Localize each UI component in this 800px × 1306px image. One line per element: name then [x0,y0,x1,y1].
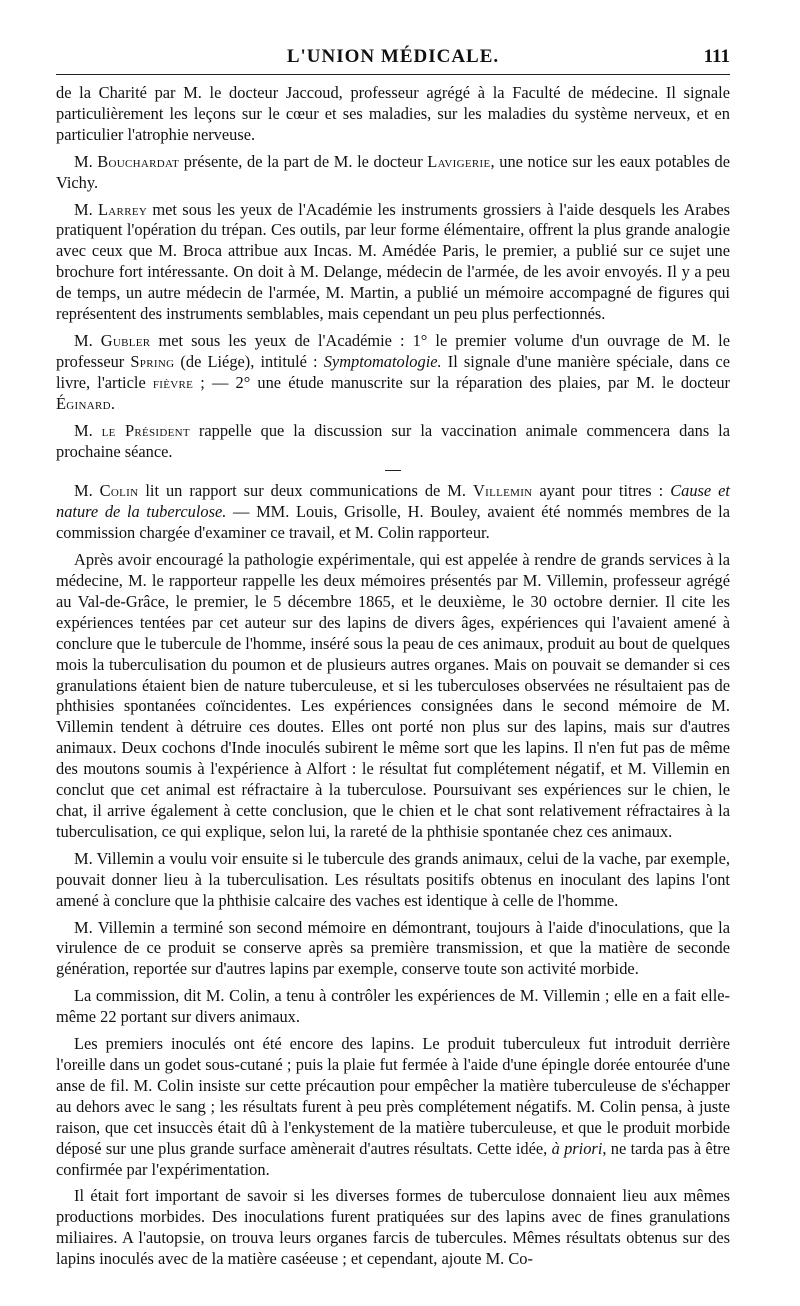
paragraph [56,331,730,415]
running-header [56,44,730,75]
text-run: M. [74,420,102,440]
text-run: Après avoir encouragé la pathologie expérimentale, qui est appelée à rendre de grands services à la médecine, M. le rapporteur rappelle les deux mémoires présentés par M. Villemin, professeur agrégé au Val-de-Grâce, le premier, le 5 décembre 1865, et le deuxième, le 30 octobre dernier. Il cite les expériences tentées par cet auteur sur des lapins de divers âges, expériences qui l'avaient amené à conclure que le tubercule de l'homme, inséré sous la peau de ces animaux, produit au bout de quelques mois la tuberculisation du poumon et de plusieurs autres organes. Mais on pouvait se demander si ces granulations étaient bien de nature tuberculeuse, et si les tuberculoses observées ne résultaient pas de phthisies spontanées coïncidentes. Les expériences consignées dans le second mémoire de M. Villemin tendent à détruire ces doutes. Elles ont porté non plus sur des lapins, mais sur d'autres animaux. Deux cochons d'Inde inoculés subirent le même sort que les lapins. Il n'en fut pas de même des moutons soumis à l'expérience à Alfort : le résultat fut complétement négatif, et M. Villemin en conclut que cet animal est réfractaire à la tuberculose. Poursuivant ses expériences sur le chien, le chat, il arrive également à cette conclusion, que le chien et le chat sont relativement réfractaires à la tuberculisation, ce qui explique, selon lui, la rareté de la phthisie spontanée chez ces animaux. [56,550,730,841]
text-run: Les premiers inoculés ont été encore des lapins. Le produit tuberculeux fut introduit derrière l'oreille dans un godet sous-cutané ; puis la plaie fut fermée à l'aide d'une épingle dorée entourée d'une anse de fil. M. Colin insiste sur cette précaution pour empêcher la matière tuberculeuse de s'échapper au dehors avec le sang ; les résultats furent à peu près complétement négatifs. M. Colin pensa, à juste raison, que cet insuccès était dû à l'enkystement de la matière tuberculeuse, et que le produit morbide déposé sur une plus grande surface amènerait d'autres résultats. Cette idée, [56,1034,730,1158]
text-run: M. [74,330,101,350]
paragraph [56,152,730,194]
text-run: (de Liége), intitulé : [174,351,324,371]
section-separator [385,470,401,471]
small-caps-name: Spring [130,351,175,371]
text-run: M. Villemin a voulu voir ensuite si le tubercule des grands animaux, celui de la vache, par exemple, pouvait donner lieu à la tuberculisation. Les résultats positifs obtenus en inoculant des lapins l'ont amené à conclure que la phthisie calcaire des vaches est identique à celle de l'homme. [56,848,730,910]
page-number: 111 [703,46,730,67]
text-run: M. [74,199,98,219]
text-run: ayant pour titres : [532,481,671,501]
paragraph [56,918,730,981]
paragraph [56,849,730,912]
text-run: La commission, dit M. Colin, a tenu à contrôler les expériences de M. Villemin ; elle en a fait elle-même 22 portant sur divers animaux. [56,986,730,1027]
body-text [56,83,730,1270]
text-run: M. Villemin a terminé son second mémoire en démontrant, toujours à l'aide d'inoculations, que la virulence de ce produit se conserve après sa première transmission, et que la matière de seconde génération, reportée sur d'autres lapins par exemple, conserve toute son activité morbide. [56,917,730,979]
text-run: met sous les yeux de l'Académie : 1° le premier volume d'un ouvrage de M. le professeur [56,330,730,371]
text-run: , une notice sur les eaux potables de Vichy. [56,151,730,192]
italic-text: à priori [551,1138,603,1158]
text-run: ; — 2° une étude manuscrite sur la réparation des plaies, par M. le docteur [193,372,731,392]
small-caps-name: Larrey [98,199,148,219]
small-caps-name: Lavigerie [427,151,491,171]
text-run: M. [74,481,100,501]
paragraph [56,481,730,544]
paragraph [56,1186,730,1270]
text-run: de la Charité par M. le docteur Jaccoud, professeur agrégé à la Faculté de médecine. Il signale particulièrement les leçons sur le cœur et ses maladies, sur les maladies du système nerveux, et en particulier l'atrophie nerveuse. [56,83,730,144]
small-caps-name: Villemin [472,481,533,501]
text-run: rappelle que la discussion sur la vaccination animale commencera dans la prochaine séance. [56,420,730,461]
running-title: L'UNION MÉDICALE. [286,46,500,67]
italic-text: Symptomatologie. [323,351,442,371]
text-run: lit un rapport sur deux communications de M. [138,481,473,501]
text-run: présente, de la part de M. le docteur [179,151,428,171]
paragraph [56,83,730,146]
text-run: Il signale d'une manière spéciale, dans ce livre, l'article [56,351,730,392]
text-run: M. [74,151,98,171]
small-caps-name: Colin [99,481,139,501]
text-run: , ne tarda pas à être confirmée par l'expérimentation. [56,1138,730,1179]
small-caps-name: Bouchardat [97,151,180,171]
text-run: Il était fort important de savoir si les diverses formes de tuberculose donnaient lieu aux mêmes productions morbides. Des inoculations furent pratiquées sur des lapins avec de fines granulations miliaires. A l'autopsie, on trouva leurs organes farcis de tubercules. Mêmes résultats obtenus sur des lapins inoculés avec de la matière caséeuse ; et cependant, ajoute M. Co- [56,1186,730,1269]
text-run: — MM. Louis, Grisolle, H. Bouley, avaient été nommés membres de la commission chargée d'examiner ce travail, et M. Colin rapporteur. [56,502,730,543]
paragraph [56,200,730,325]
paragraph [56,986,730,1028]
small-caps-name: fièvre [152,372,194,392]
italic-text: Cause et nature de la tuberculose. [56,481,730,522]
small-caps-name: Gubler [100,330,151,350]
text-run: met sous les yeux de l'Académie les instruments grossiers à l'aide desquels les Arabes pratiquent l'opération du trépan. Ces outils, par leur forme élémentaire, offrent la plus grande analogie avec ceux que M. Broca attribue aux Incas. M. Amédée Paris, le premier, a publié sur ce sujet une brochure fort intéressante. On doit à M. Delange, médecin de l'armée, de les avoir envoyés. Il y a peu de temps, un autre médecin de l'armée, M. Martin, a publié un mémoire accompagné de figures qui représentent des instruments semblables, mais cependant un peu plus perfectionnés. [56,199,730,324]
text-run: . [110,393,115,413]
paragraph [56,421,730,463]
small-caps-name: le Président [101,420,190,440]
paragraph [56,1034,730,1180]
small-caps-name: Éginard [56,393,111,413]
paragraph [56,550,730,843]
